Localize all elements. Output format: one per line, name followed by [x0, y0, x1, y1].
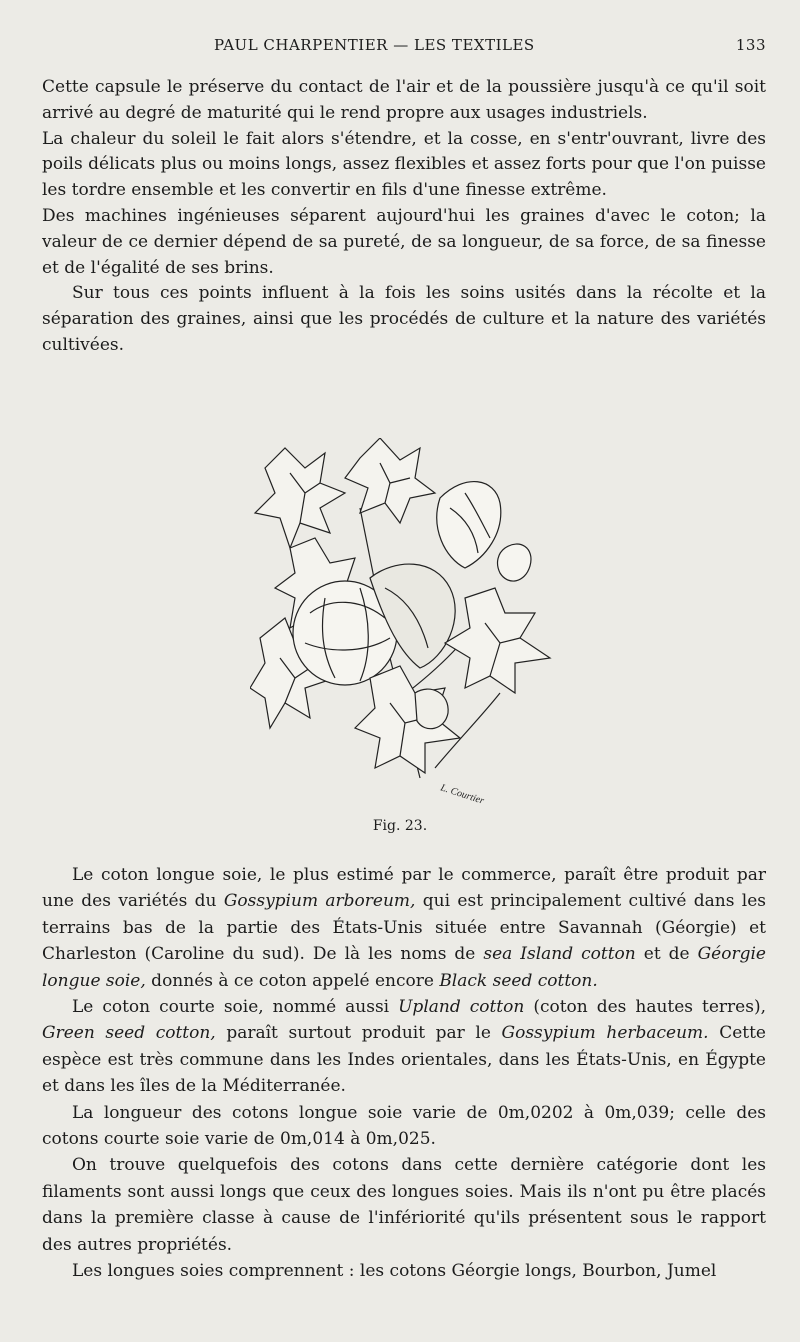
paragraph: La longueur des cotons longue soie varie de 0m,0202 à 0m,039; celle des cotons courte soie varie de 0m,014 à 0m,025.: [42, 1102, 766, 1150]
paragraph: Le coton courte soie, nommé aussi Upland cotton (coton des hautes terres), Green seed cotton, paraît surtout produit par le Gossypium herbaceum. Cette espèce est très commune dans les Indes orientales, dans les États-Unis, en Égypte et dans les îles de la Méditerranée.: [42, 997, 766, 1097]
paragraph: Le coton longue soie, le plus estimé par le commerce, paraît être produit par une des variétés du Gossypium arboreum, qui est principalement cultivé dans les terrains bas de la partie des États-Unis située entre Savannah (Géorgie) et Charleston (Caroline du sud). De là les noms de sea Island cotton et de Géorgie longue soie, donnés à ce coton appelé encore Black seed cotton.: [42, 865, 766, 991]
paragraph: On trouve quelquefois des cotons dans cette dernière catégorie dont les filaments sont aussi longs que ceux des longues soies. Mais ils n'ont pu être placés dans la première classe à cause de l'infériorité qu'ils présentent sous le rapport des autres propriétés.: [42, 1155, 766, 1255]
text-block-bottom: [42, 862, 766, 1285]
running-title: PAUL CHARPENTIER — LES TEXTILES: [214, 36, 535, 54]
paragraph: Des machines ingénieuses séparent aujourd'hui les graines d'avec le coton; la valeur de ce dernier dépend de sa pureté, de sa longueur, de sa force, de sa finesse et de l'égalité de ses brins.: [42, 205, 766, 278]
cotton-plant-icon: [250, 438, 560, 808]
paragraph: Cette capsule le préserve du contact de l'air et de la poussière jusqu'à ce qu'il soit arrivé au degré de maturité qui le rend propre aux usages industriels.: [42, 77, 766, 123]
page-header: [42, 36, 766, 60]
page-number: 133: [735, 36, 766, 54]
cotton-plant-illustration: [250, 438, 560, 808]
paragraph: La chaleur du soleil le fait alors s'étendre, et la cosse, en s'entr'ouvrant, livre des poils délicats plus ou moins longs, assez flexibles et assez forts pour que l'on puisse les tordre ensemble et les convertir en fils d'une finesse extrême.: [42, 128, 766, 201]
paragraph: Les longues soies comprennent : les cotons Géorgie longs, Bourbon, Jumel: [72, 1261, 717, 1282]
paragraph: Sur tous ces points influent à la fois les soins usités dans la récolte et la séparation des graines, ainsi que les procédés de culture et la nature des variétés cultivées.: [42, 283, 766, 355]
artist-signature: L. Courtier: [439, 782, 486, 807]
text-block-top: [42, 75, 766, 359]
figure-caption: Fig. 23.: [372, 818, 428, 834]
